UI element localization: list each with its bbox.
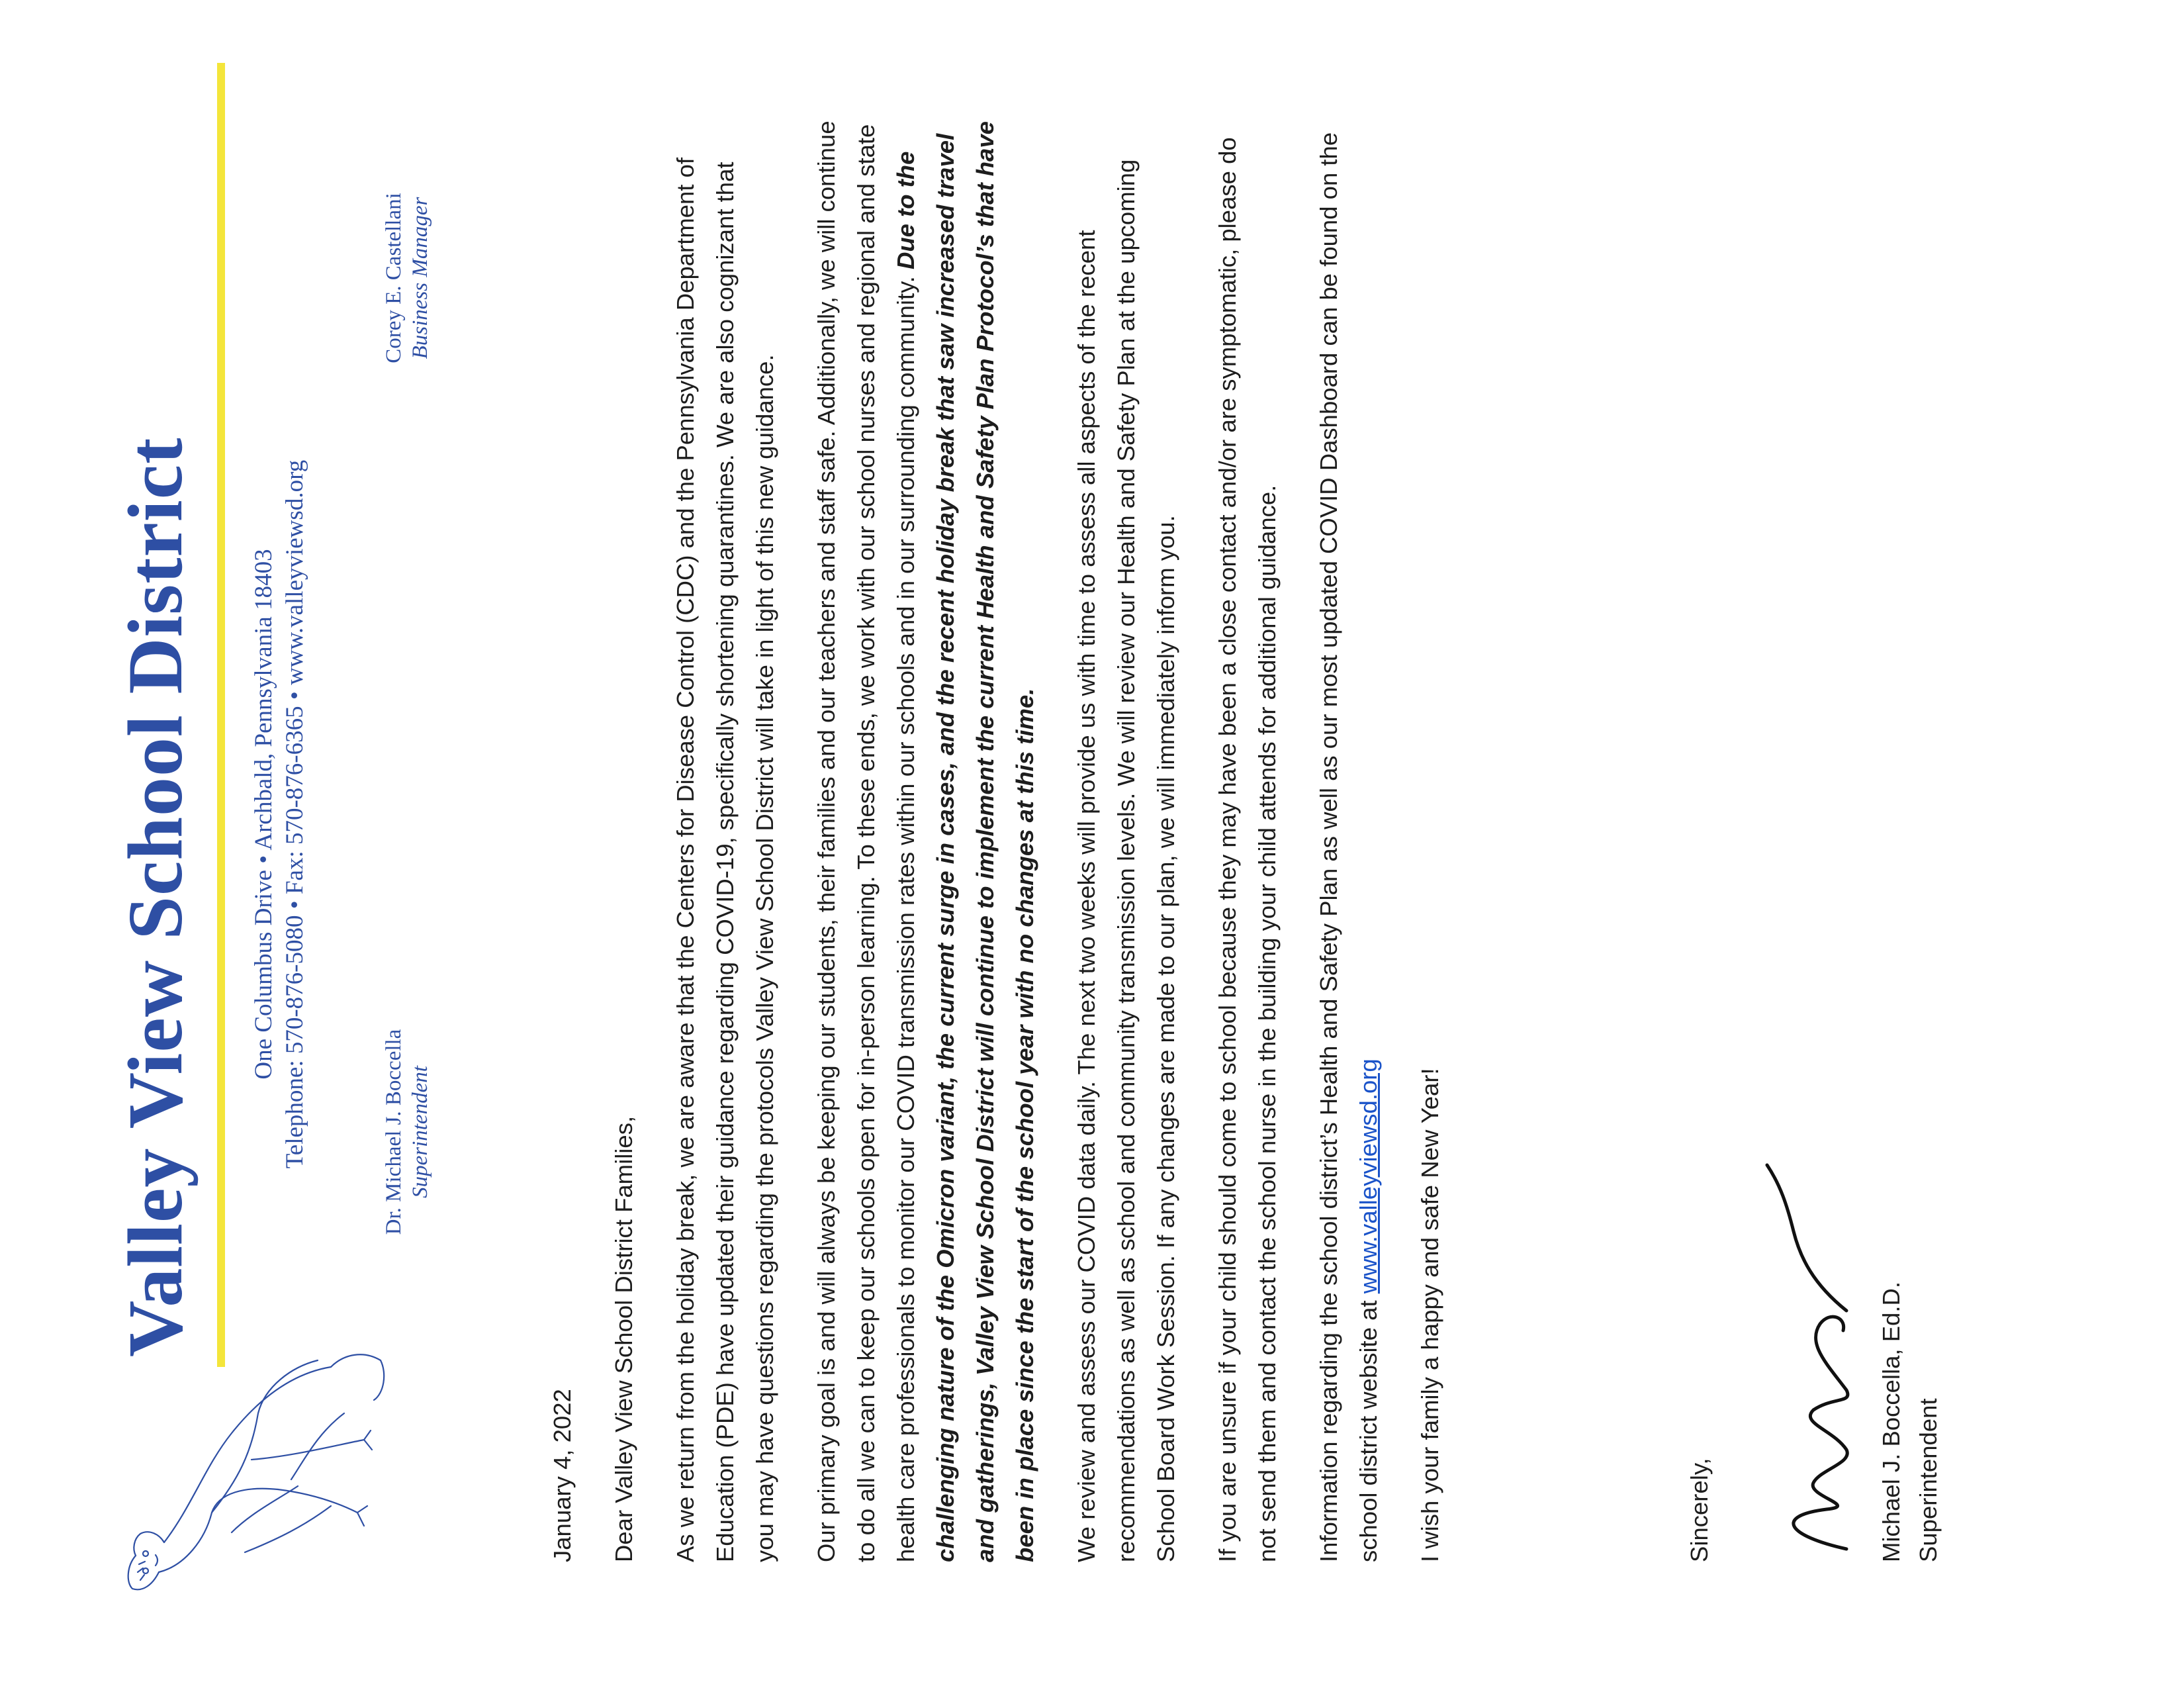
letter-date: January 4, 2022: [549, 1389, 576, 1562]
paragraph-4: If you are unsure if your child should come to school because they may have been a close contact and/or are symptomatic, please do not send them and contact the school nurse in the building your child attends for additional guidance.: [1214, 137, 1281, 1562]
closing-block: [1681, 1033, 1718, 1562]
superintendent-name: Dr. Michael J. Boccella: [382, 1029, 406, 1235]
signature-image: [1747, 1152, 1880, 1562]
closing: Sincerely,: [1686, 1458, 1713, 1562]
paragraph-2-text: Our primary goal is and will always be keeping our students, their families and our teachers and staff safe. Additionally, we will continue to do all we can to keep our schools open for in-person learning. To these ends, we work with our school nurses and regional and state health care professionals to monitor our COVID transmission rates within our schools and in our surrounding community.: [813, 120, 919, 1562]
business-manager-block: [381, 113, 433, 444]
paragraph-1: As we return from the holiday break, we are aware that the Centers for Disease Control (CDC) and the Pennsylvania Department of Education (PDE) have updated their guidance regarding COVID-19, specifically shortening quarantines. We are also cognizant that you may have questions regarding the protocols Valley View School District will take in light of this new guidance.: [672, 157, 778, 1562]
paragraph-6: I wish your family a happy and safe New Year!: [1416, 1068, 1443, 1562]
salutation: Dear Valley View School District Families,: [610, 1115, 637, 1562]
paragraph-5: [1309, 119, 1388, 1562]
letterhead-address: [248, 344, 310, 1284]
yellow-divider: [217, 63, 225, 1367]
business-manager-title: Business Manager: [408, 197, 432, 359]
superintendent-title: Superintendent: [408, 1066, 432, 1198]
superintendent-block: [381, 947, 433, 1317]
district-name: Valley View School District: [112, 437, 199, 1357]
signer-name: Michael J. Boccella, Ed.D.: [1878, 1282, 1905, 1562]
contact-line: Telephone: 570-876-5080 • Fax: 570-876-6365 • www.valleyviewsd.org: [281, 459, 308, 1169]
business-manager-name: Corey E. Castellani: [382, 193, 406, 363]
website-link[interactable]: www.valleyviewsd.org: [1355, 1058, 1382, 1294]
signer-title: Superintendent: [1915, 1398, 1942, 1562]
paragraph-2-emphasis: Due to the challenging nature of the Omicron variant, the current surge in cases, and the recent holiday break that saw increased travel and gatherings, Valley View School District will continue to implement the current Health and Safety Plan Protocol’s that have been in place since the start of the school year with no changes at this time.: [892, 121, 1038, 1562]
address-line: One Columbus Drive • Archbald, Pennsylvania 18403: [250, 549, 277, 1080]
paragraph-5-text: Information regarding the school district’s Health and Safety Plan as well as our most updated COVID Dashboard can be found on the school district website at: [1315, 132, 1382, 1562]
paragraph-3: We review and assess our COVID data daily. The next two weeks will provide us with time to assess all aspects of the recent recommendations as well as school and community transmission levels. We will review our Health and Safety Plan at the upcoming School Board Work Session. If any changes are made to our plan, we will immediately inform you.: [1073, 159, 1179, 1562]
paragraph-2: [807, 119, 1045, 1562]
cougar-logo-icon: [79, 1340, 390, 1612]
letter-body: [543, 119, 1472, 1562]
signer-block: [1873, 1033, 1947, 1562]
